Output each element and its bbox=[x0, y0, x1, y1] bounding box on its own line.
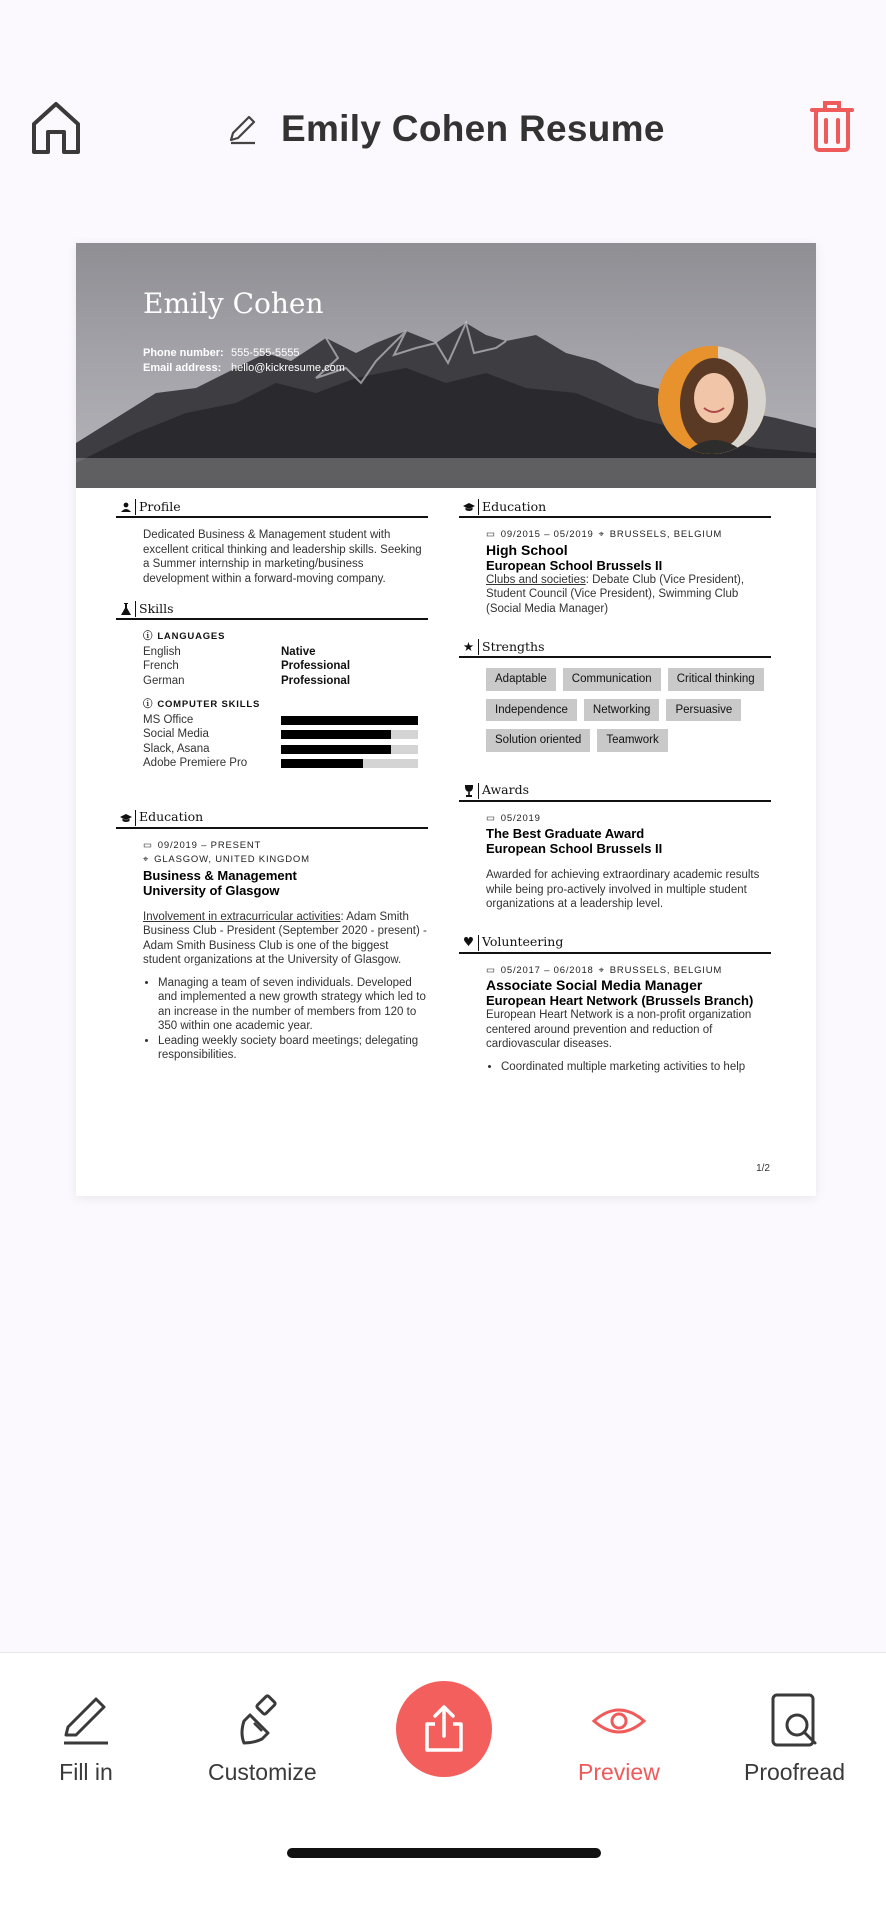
customize-label: Customize bbox=[208, 1759, 317, 1785]
email-label: Email address: bbox=[143, 362, 222, 374]
language-row bbox=[143, 674, 428, 689]
preview-button[interactable] bbox=[578, 1693, 660, 1786]
calendar-icon: ▭ bbox=[486, 812, 496, 824]
info-icon: ⓘ bbox=[143, 631, 154, 642]
volunteering-bullets bbox=[486, 1060, 771, 1075]
volunteering-text: European Heart Network is a non-profit organization centered around prevention and reduction of cardiovascular diseases. bbox=[486, 1009, 752, 1050]
skill-bar-fill bbox=[281, 745, 391, 754]
calendar-icon: ▭ bbox=[486, 964, 496, 976]
top-bar bbox=[0, 90, 886, 170]
pencil-icon bbox=[58, 1693, 114, 1749]
strength-tag: Teamwork bbox=[597, 729, 667, 752]
person-icon bbox=[116, 499, 136, 515]
skills-heading bbox=[116, 600, 428, 620]
fill-in-button[interactable] bbox=[58, 1693, 114, 1786]
skill-row bbox=[143, 727, 428, 742]
strength-tag: Critical thinking bbox=[668, 668, 764, 691]
skill-row bbox=[143, 756, 428, 771]
education-location bbox=[143, 853, 428, 868]
clubs-text: : Debate Club (Vice President), Student Council (Vice President), Swimming Club (Social Media Manager) bbox=[486, 573, 745, 615]
strength-tag: Solution oriented bbox=[486, 729, 590, 752]
customize-button[interactable] bbox=[208, 1693, 317, 1786]
language-level: Native bbox=[281, 645, 316, 658]
home-icon[interactable] bbox=[30, 100, 82, 156]
bullet-item: • Coordinated multiple marketing activities to help bbox=[501, 1060, 771, 1075]
bullet-item: • Leading weekly society board meetings; delegating responsibilities. bbox=[158, 1034, 428, 1063]
education-heading-text: Education bbox=[482, 498, 547, 514]
volunteering-org: European Heart Network (Brussels Branch) bbox=[486, 993, 754, 1008]
skill-name: Slack, Asana bbox=[143, 742, 210, 755]
volunteering-role: Associate Social Media Manager bbox=[486, 977, 703, 993]
strength-tag: Adaptable bbox=[486, 668, 556, 691]
skill-bar bbox=[281, 759, 418, 768]
document-title[interactable]: Emily Cohen Resume bbox=[281, 108, 665, 149]
clubs-label: Clubs and societies bbox=[486, 573, 586, 586]
skill-bar-fill bbox=[281, 759, 363, 768]
location-pin-icon: ⌖ bbox=[598, 529, 605, 540]
phone-value: 555-555-5555 bbox=[231, 347, 300, 359]
education-school: European School Brussels II bbox=[486, 557, 663, 573]
language-name: French bbox=[143, 660, 179, 672]
right-column bbox=[459, 498, 771, 1074]
heart-icon: ♥ bbox=[459, 935, 479, 951]
strengths-heading-text: Strengths bbox=[482, 638, 545, 654]
graduation-cap-icon bbox=[116, 810, 136, 826]
profile-text: Dedicated Business & Management student with excellent critical thinking and leadership skills. Seeking a Summer internship in marketing/business development within a forward-moving company. bbox=[143, 529, 422, 585]
language-level: Professional bbox=[281, 660, 351, 672]
skill-name: Social Media bbox=[143, 728, 209, 740]
contact-info bbox=[143, 346, 345, 376]
volunteering-dates-text: 05/2017 – 06/2018 bbox=[500, 964, 594, 976]
computer-skills-label-text: COMPUTER SKILLS bbox=[157, 699, 261, 710]
skill-bar bbox=[281, 716, 418, 725]
volunteering-location-text: BRUSSELS, BELGIUM bbox=[609, 964, 723, 976]
education-bullets bbox=[143, 976, 428, 1063]
education-location-text: BRUSSELS, BELGIUM bbox=[609, 529, 723, 540]
education-dates bbox=[486, 528, 771, 543]
language-level: Professional bbox=[281, 674, 351, 687]
volunteering-heading-text: Volunteering bbox=[482, 934, 564, 950]
resume-header bbox=[76, 243, 816, 488]
star-icon: ★ bbox=[459, 639, 479, 655]
education-dates bbox=[143, 839, 428, 854]
language-name: English bbox=[143, 645, 181, 658]
education-school: University of Glasgow bbox=[143, 882, 280, 898]
skills-heading-text: Skills bbox=[139, 600, 174, 616]
education-degree: High School bbox=[486, 541, 568, 558]
title-area[interactable] bbox=[225, 104, 665, 154]
magnifier-document-icon bbox=[767, 1693, 823, 1749]
languages-label-text: LANGUAGES bbox=[157, 631, 226, 642]
languages-label bbox=[143, 630, 428, 645]
award-date bbox=[486, 812, 771, 827]
left-column bbox=[116, 498, 428, 1063]
education-dates-text: 09/2015 – 05/2019 bbox=[500, 529, 594, 540]
strength-tag: Communication bbox=[563, 668, 661, 691]
profile-heading-text: Profile bbox=[139, 498, 181, 514]
page-number: 1/2 bbox=[756, 1163, 770, 1174]
flask-icon bbox=[116, 601, 136, 617]
education-dates-text: 09/2019 – PRESENT bbox=[157, 839, 262, 851]
trash-icon[interactable] bbox=[808, 98, 856, 156]
skill-bar-fill bbox=[281, 730, 391, 739]
home-indicator[interactable] bbox=[287, 1848, 601, 1858]
education-heading-text: Education bbox=[139, 809, 204, 825]
profile-photo bbox=[658, 346, 766, 454]
education-degree: Business & Management bbox=[143, 867, 297, 883]
language-name: German bbox=[143, 674, 185, 687]
volunteering-dates bbox=[486, 964, 771, 979]
paint-brush-icon bbox=[234, 1693, 290, 1749]
strength-tag: Persuasive bbox=[666, 699, 741, 722]
award-text: Awarded for achieving extraordinary academic results while being pro-actively involved in multiple student organizations at a leadership level. bbox=[486, 869, 760, 910]
preview-label: Preview bbox=[578, 1759, 660, 1785]
computer-skills-label bbox=[143, 698, 428, 713]
graduation-cap-icon bbox=[459, 499, 479, 515]
location-pin-icon: ⌖ bbox=[598, 964, 605, 976]
pencil-icon[interactable] bbox=[225, 112, 259, 146]
bottom-toolbar bbox=[0, 1652, 886, 1920]
skill-row bbox=[143, 713, 428, 728]
fill-in-label: Fill in bbox=[59, 1759, 113, 1785]
proofread-label: Proofread bbox=[744, 1759, 846, 1785]
strength-tag: Independence bbox=[486, 699, 577, 722]
skill-bar bbox=[281, 730, 418, 739]
profile-heading bbox=[116, 498, 428, 518]
language-row bbox=[143, 645, 428, 660]
calendar-icon: ▭ bbox=[143, 839, 153, 851]
location-pin-icon: ⌖ bbox=[143, 854, 150, 865]
skill-bar-fill bbox=[281, 716, 418, 725]
volunteering-heading bbox=[459, 934, 771, 954]
awards-heading-text: Awards bbox=[482, 782, 530, 798]
involvement-label: Involvement in extracurricular activities bbox=[143, 910, 341, 923]
clubs-paragraph bbox=[486, 573, 771, 617]
skill-row bbox=[143, 742, 428, 757]
involvement-paragraph bbox=[143, 910, 428, 968]
strength-tag: Networking bbox=[584, 699, 660, 722]
email-value: hello@kickresume.com bbox=[231, 362, 345, 374]
award-date-text: 05/2019 bbox=[500, 812, 541, 824]
strengths-heading bbox=[459, 638, 771, 658]
share-icon bbox=[421, 1704, 467, 1754]
skill-bar bbox=[281, 745, 418, 754]
phone-label: Phone number: bbox=[143, 347, 224, 359]
award-org: European School Brussels II bbox=[486, 841, 663, 856]
education-heading bbox=[459, 498, 771, 518]
trophy-icon bbox=[459, 783, 479, 799]
proofread-button[interactable] bbox=[744, 1693, 845, 1786]
award-title: The Best Graduate Award bbox=[486, 826, 645, 841]
calendar-icon: ▭ bbox=[486, 529, 496, 540]
resume-name: Emily Cohen bbox=[143, 287, 324, 320]
education-location-text: GLASGOW, UNITED KINGDOM bbox=[154, 854, 310, 865]
language-row bbox=[143, 659, 428, 674]
awards-heading bbox=[459, 782, 771, 802]
resume-preview[interactable] bbox=[76, 243, 816, 1196]
involvement-text: : Adam Smith Business Club - President (September 2020 - present) - Adam Smith Business Club is one of the biggest student organizations at the University of Glasgow. bbox=[143, 910, 427, 966]
skill-name: Adobe Premiere Pro bbox=[143, 757, 248, 769]
eye-icon bbox=[591, 1693, 647, 1749]
strength-tags bbox=[486, 668, 776, 752]
bullet-item: • Managing a team of seven individuals. Developed and implemented a new growth strategy which led to an increase in the number of members from 120 to 350 within one academic year. bbox=[158, 976, 428, 1034]
skill-name: MS Office bbox=[143, 713, 194, 726]
info-icon: ⓘ bbox=[143, 699, 154, 710]
share-button[interactable] bbox=[396, 1681, 492, 1777]
education-heading bbox=[116, 809, 428, 829]
